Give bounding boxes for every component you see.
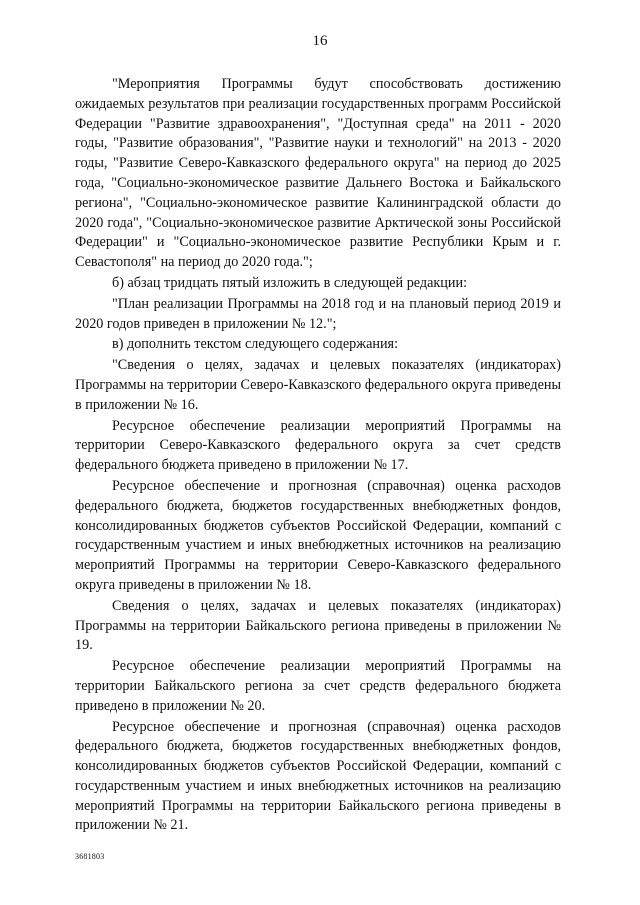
- paragraph-baikal-federal-budget: Ресурсное обеспечение реализации мероприятий Программы на территории Байкальского региона за счет средств федерального бюджета приведено в приложении № 20.: [75, 658, 561, 714]
- paragraph-north-caucasus-federal-budget: Ресурсное обеспечение реализации мероприятий Программы на территории Северо-Кавказского федерального округа за счет средств федерального бюджета приведено в приложении № 17.: [75, 417, 561, 474]
- paragraph-baikal-goals: Сведения о целях, задачах и целевых показателях (индикаторах) Программы на территории Байкальского региона приведены в приложении № 19.: [75, 597, 561, 654]
- paragraph-north-caucasus-forecast: Ресурсное обеспечение и прогнозная (справочная) оценка расходов федерального бюджета, бюджетов государственных внебюджетных фондов, консолидированных бюджетов субъектов Российской Федерации, компаний с государственным участием и иных внебюджетных источников на реализацию мероприятий Программы на территории Северо-Кавказского федерального округа приведены в приложении № 18.: [75, 477, 561, 593]
- paragraph-baikal-forecast: Ресурсное обеспечение и прогнозная (справочная) оценка расходов федерального бюджета, бюджетов государственных внебюджетных фондов, консолидированных бюджетов субъектов Российской Федерации, компаний с государственным участием и иных внебюджетных источников на реализацию мероприятий Программы на территории Байкальского региона приведены в приложении № 21.: [75, 718, 561, 834]
- paragraph-plan-implementation: "План реализации Программы на 2018 год и на плановый период 2019 и 2020 годов приведен в приложении № 12.";: [75, 295, 561, 332]
- page-number: 16: [312, 33, 328, 49]
- paragraph-item-v: в) дополнить текстом следующего содержания:: [112, 336, 399, 353]
- paragraph-programme-results: "Мероприятия Программы будут способствовать достижению ожидаемых результатов при реализации государственных программ Российской Федерации "Развитие здравоохранения", "Доступная среда" на 2011 - 2020 годы, "Развитие образования", "Развитие науки и технологий" на 2013 - 2020 годы, "Развитие Северо-Кавказского федерального округа" на период до 2025 года, "Социально-экономическое развитие Дальнего Востока и Байкальского региона", "Социально-экономическое развитие Калининградской области до 2020 года", "Социально-экономическое развитие Арктической зоны Российской Федерации" и "Социально-экономическое развитие Республики Крым и г. Севастополя" на период до 2020 года.";: [75, 76, 561, 271]
- document-code: 3681803: [75, 852, 105, 861]
- body-text: [75, 75, 561, 836]
- paragraph-north-caucasus-goals: "Сведения о целях, задачах и целевых показателях (индикаторах) Программы на территории Северо-Кавказского федерального округа приведены в приложении № 16.: [75, 357, 561, 413]
- paragraph-item-b: б) абзац тридцать пятый изложить в следующей редакции:: [112, 274, 468, 291]
